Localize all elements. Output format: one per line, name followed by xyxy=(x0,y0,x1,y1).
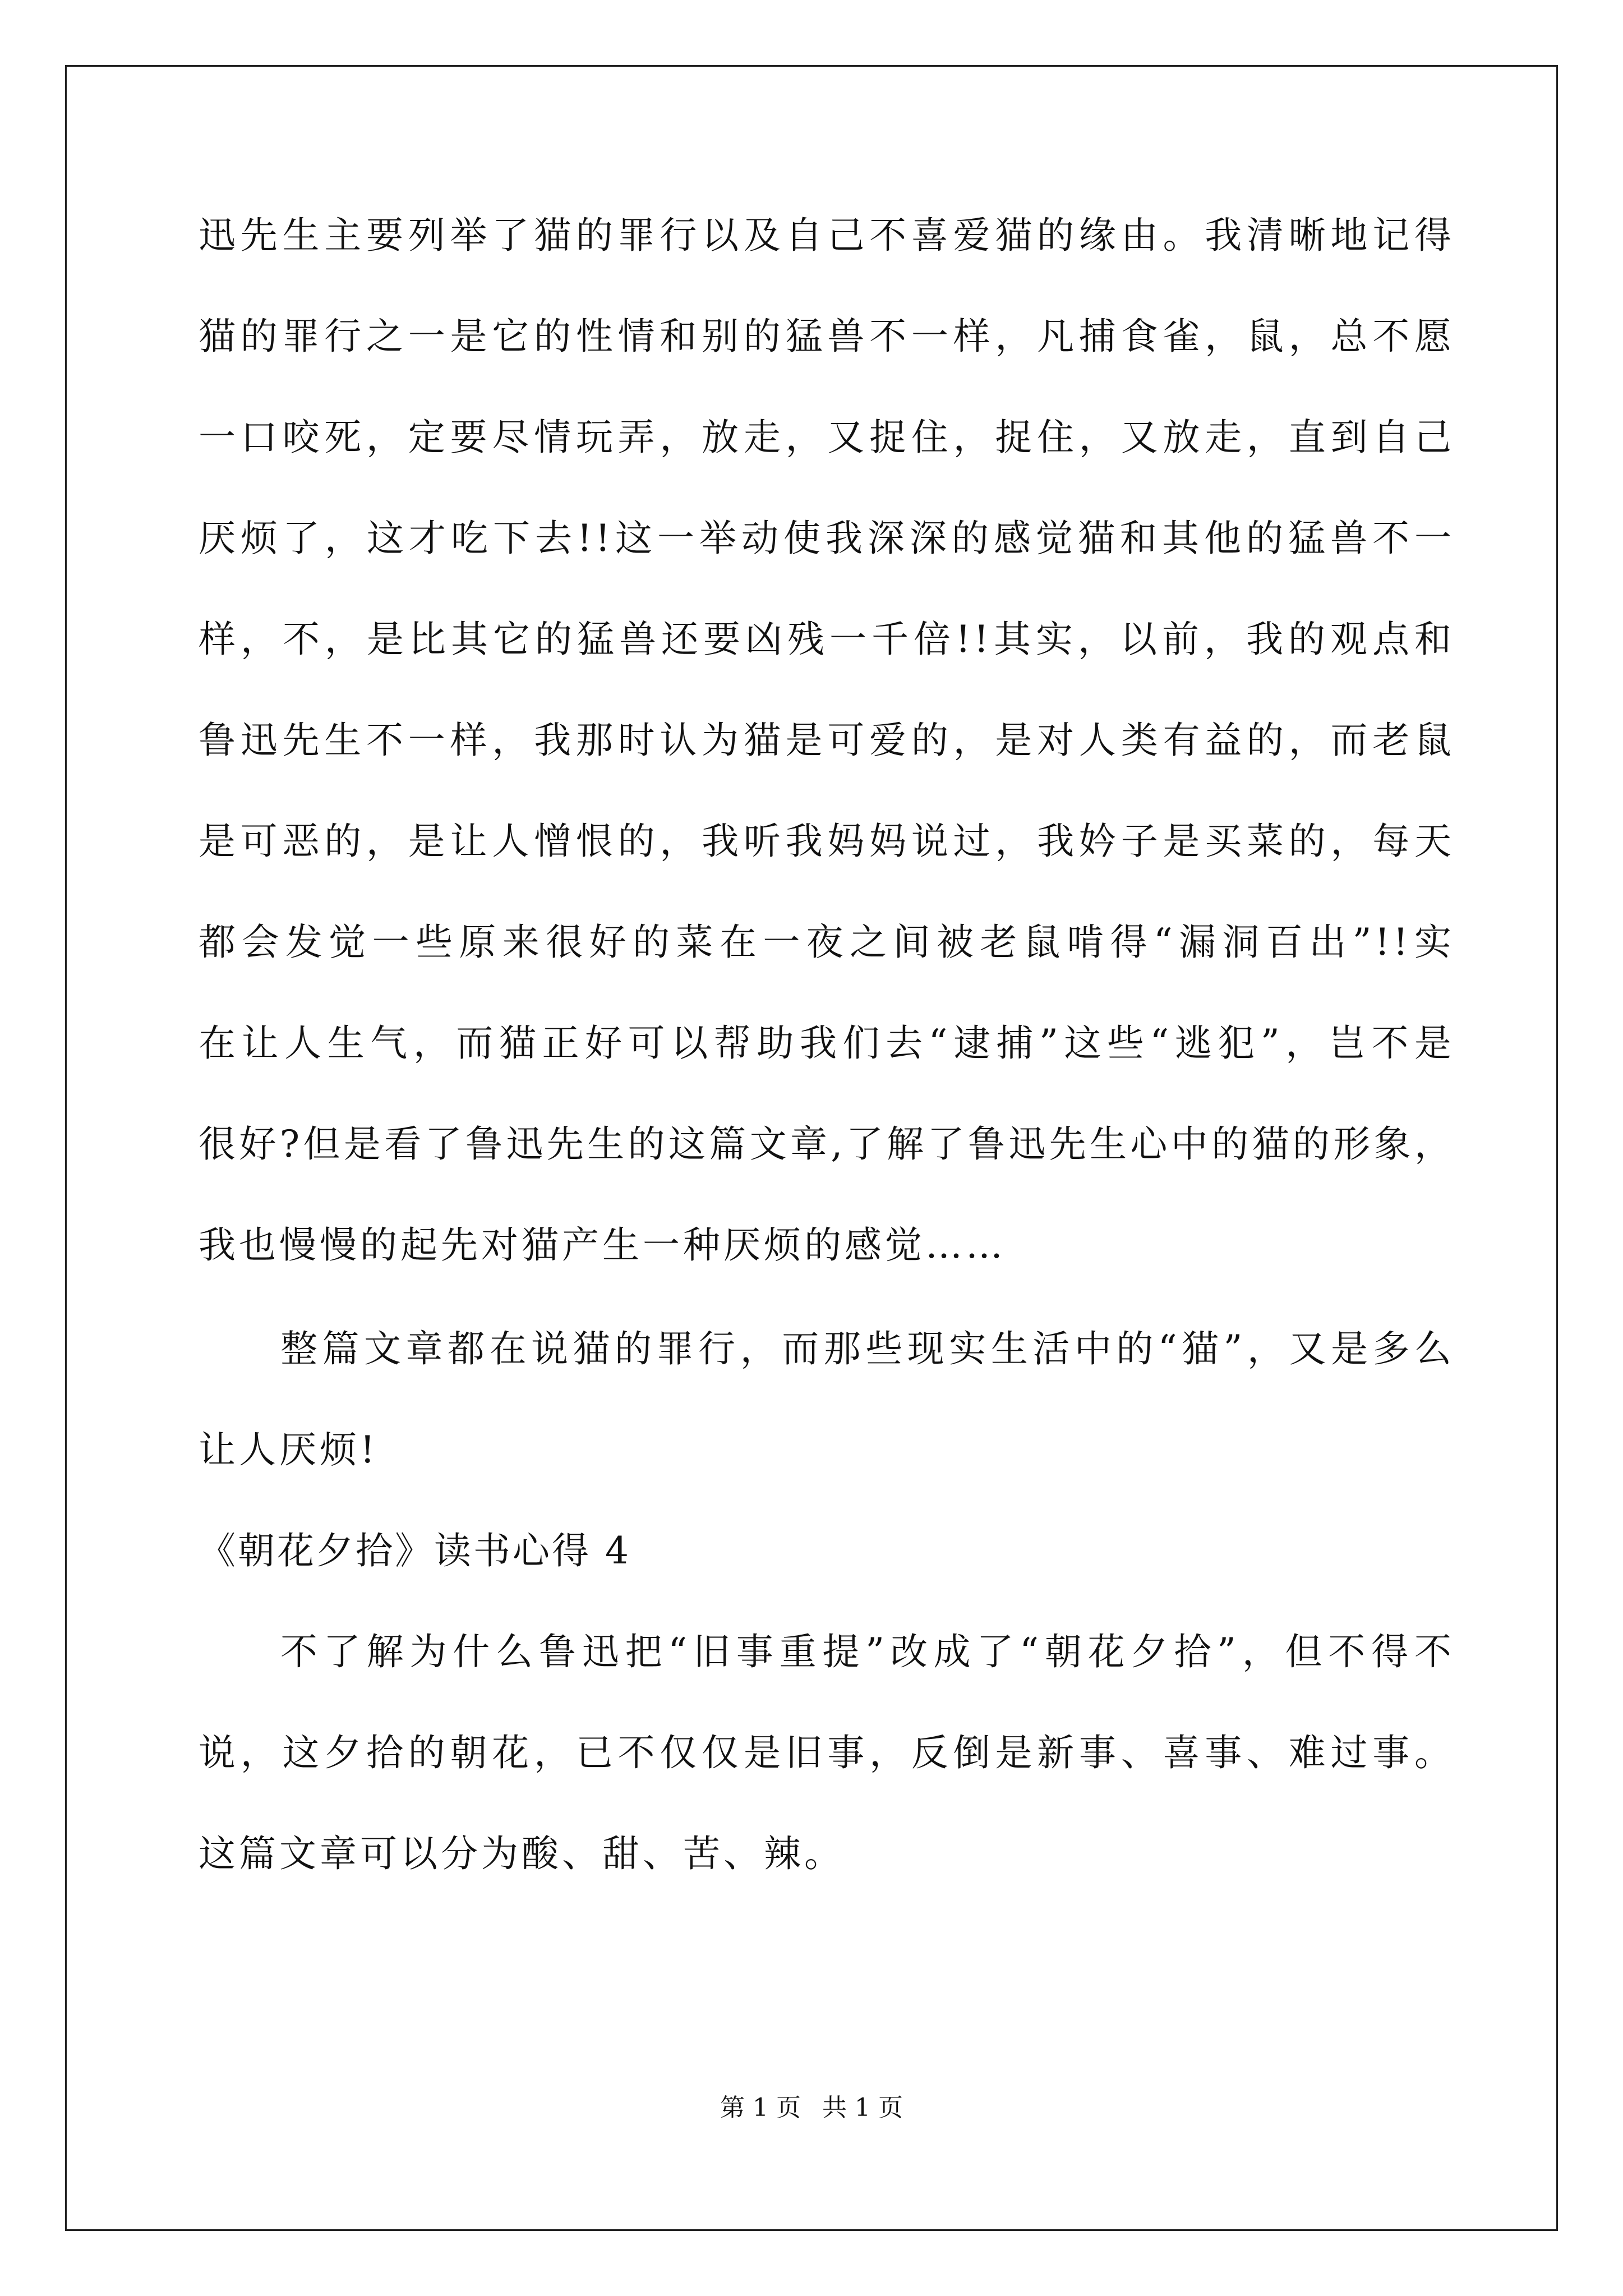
paragraph-line: 在让人生气，而猫正好可以帮助我们去“逮捕”这些“逃犯”，岂不是 xyxy=(199,1022,1455,1065)
page-footer xyxy=(0,2091,1623,2125)
paragraph-line: 迅先生主要列举了猫的罪行以及自己不喜爱猫的缘由。我清晰地记得 xyxy=(199,214,1455,257)
paragraph-line: 是可恶的，是让人憎恨的，我听我妈妈说过，我妗子是买菜的，每天 xyxy=(199,820,1455,863)
paragraph-line: 不了解为什么鲁迅把“旧事重提”改成了“朝花夕拾”，但不得不 xyxy=(280,1630,1455,1673)
paragraph-line: 让人厌烦! xyxy=(199,1428,379,1471)
paragraph-line: 很好?但是看了鲁迅先生的这篇文章,了解了鲁迅先生心中的猫的形象， xyxy=(199,1122,1455,1166)
paragraph-line: 这篇文章可以分为酸、甜、苦、辣。 xyxy=(199,1832,845,1875)
paragraph-line: 都会发觉一些原来很好的菜在一夜之间被老鼠啃得“漏洞百出”!!实 xyxy=(199,921,1455,964)
section-heading: 《朝花夕拾》读书心得 4 xyxy=(199,1529,631,1572)
paragraph-line: 整篇文章都在说猫的罪行，而那些现实生活中的“猫”，又是多么 xyxy=(280,1327,1455,1370)
paragraph-line: 一口咬死，定要尽情玩弄，放走，又捉住，捉住，又放走，直到自己 xyxy=(199,416,1455,459)
paragraph-line: 猫的罪行之一是它的性情和别的猛兽不一样，凡捕食雀，鼠，总不愿 xyxy=(199,315,1455,358)
page-total: 共 1 页 xyxy=(822,2093,903,2122)
paragraph-line: 样，不，是比其它的猛兽还要凶残一千倍!!其实，以前，我的观点和 xyxy=(199,618,1455,661)
paragraph-line: 厌烦了，这才吃下去!!这一举动使我深深的感觉猫和其他的猛兽不一 xyxy=(199,517,1455,560)
page-number: 第 1 页 xyxy=(720,2093,801,2122)
paragraph-line: 我也慢慢的起先对猫产生一种厌烦的感觉…… xyxy=(199,1223,1006,1267)
paragraph-line: 鲁迅先生不一样，我那时认为猫是可爱的，是对人类有益的，而老鼠 xyxy=(199,719,1455,762)
paragraph-line: 说，这夕拾的朝花，已不仅仅是旧事，反倒是新事、喜事、难过事。 xyxy=(199,1731,1455,1774)
